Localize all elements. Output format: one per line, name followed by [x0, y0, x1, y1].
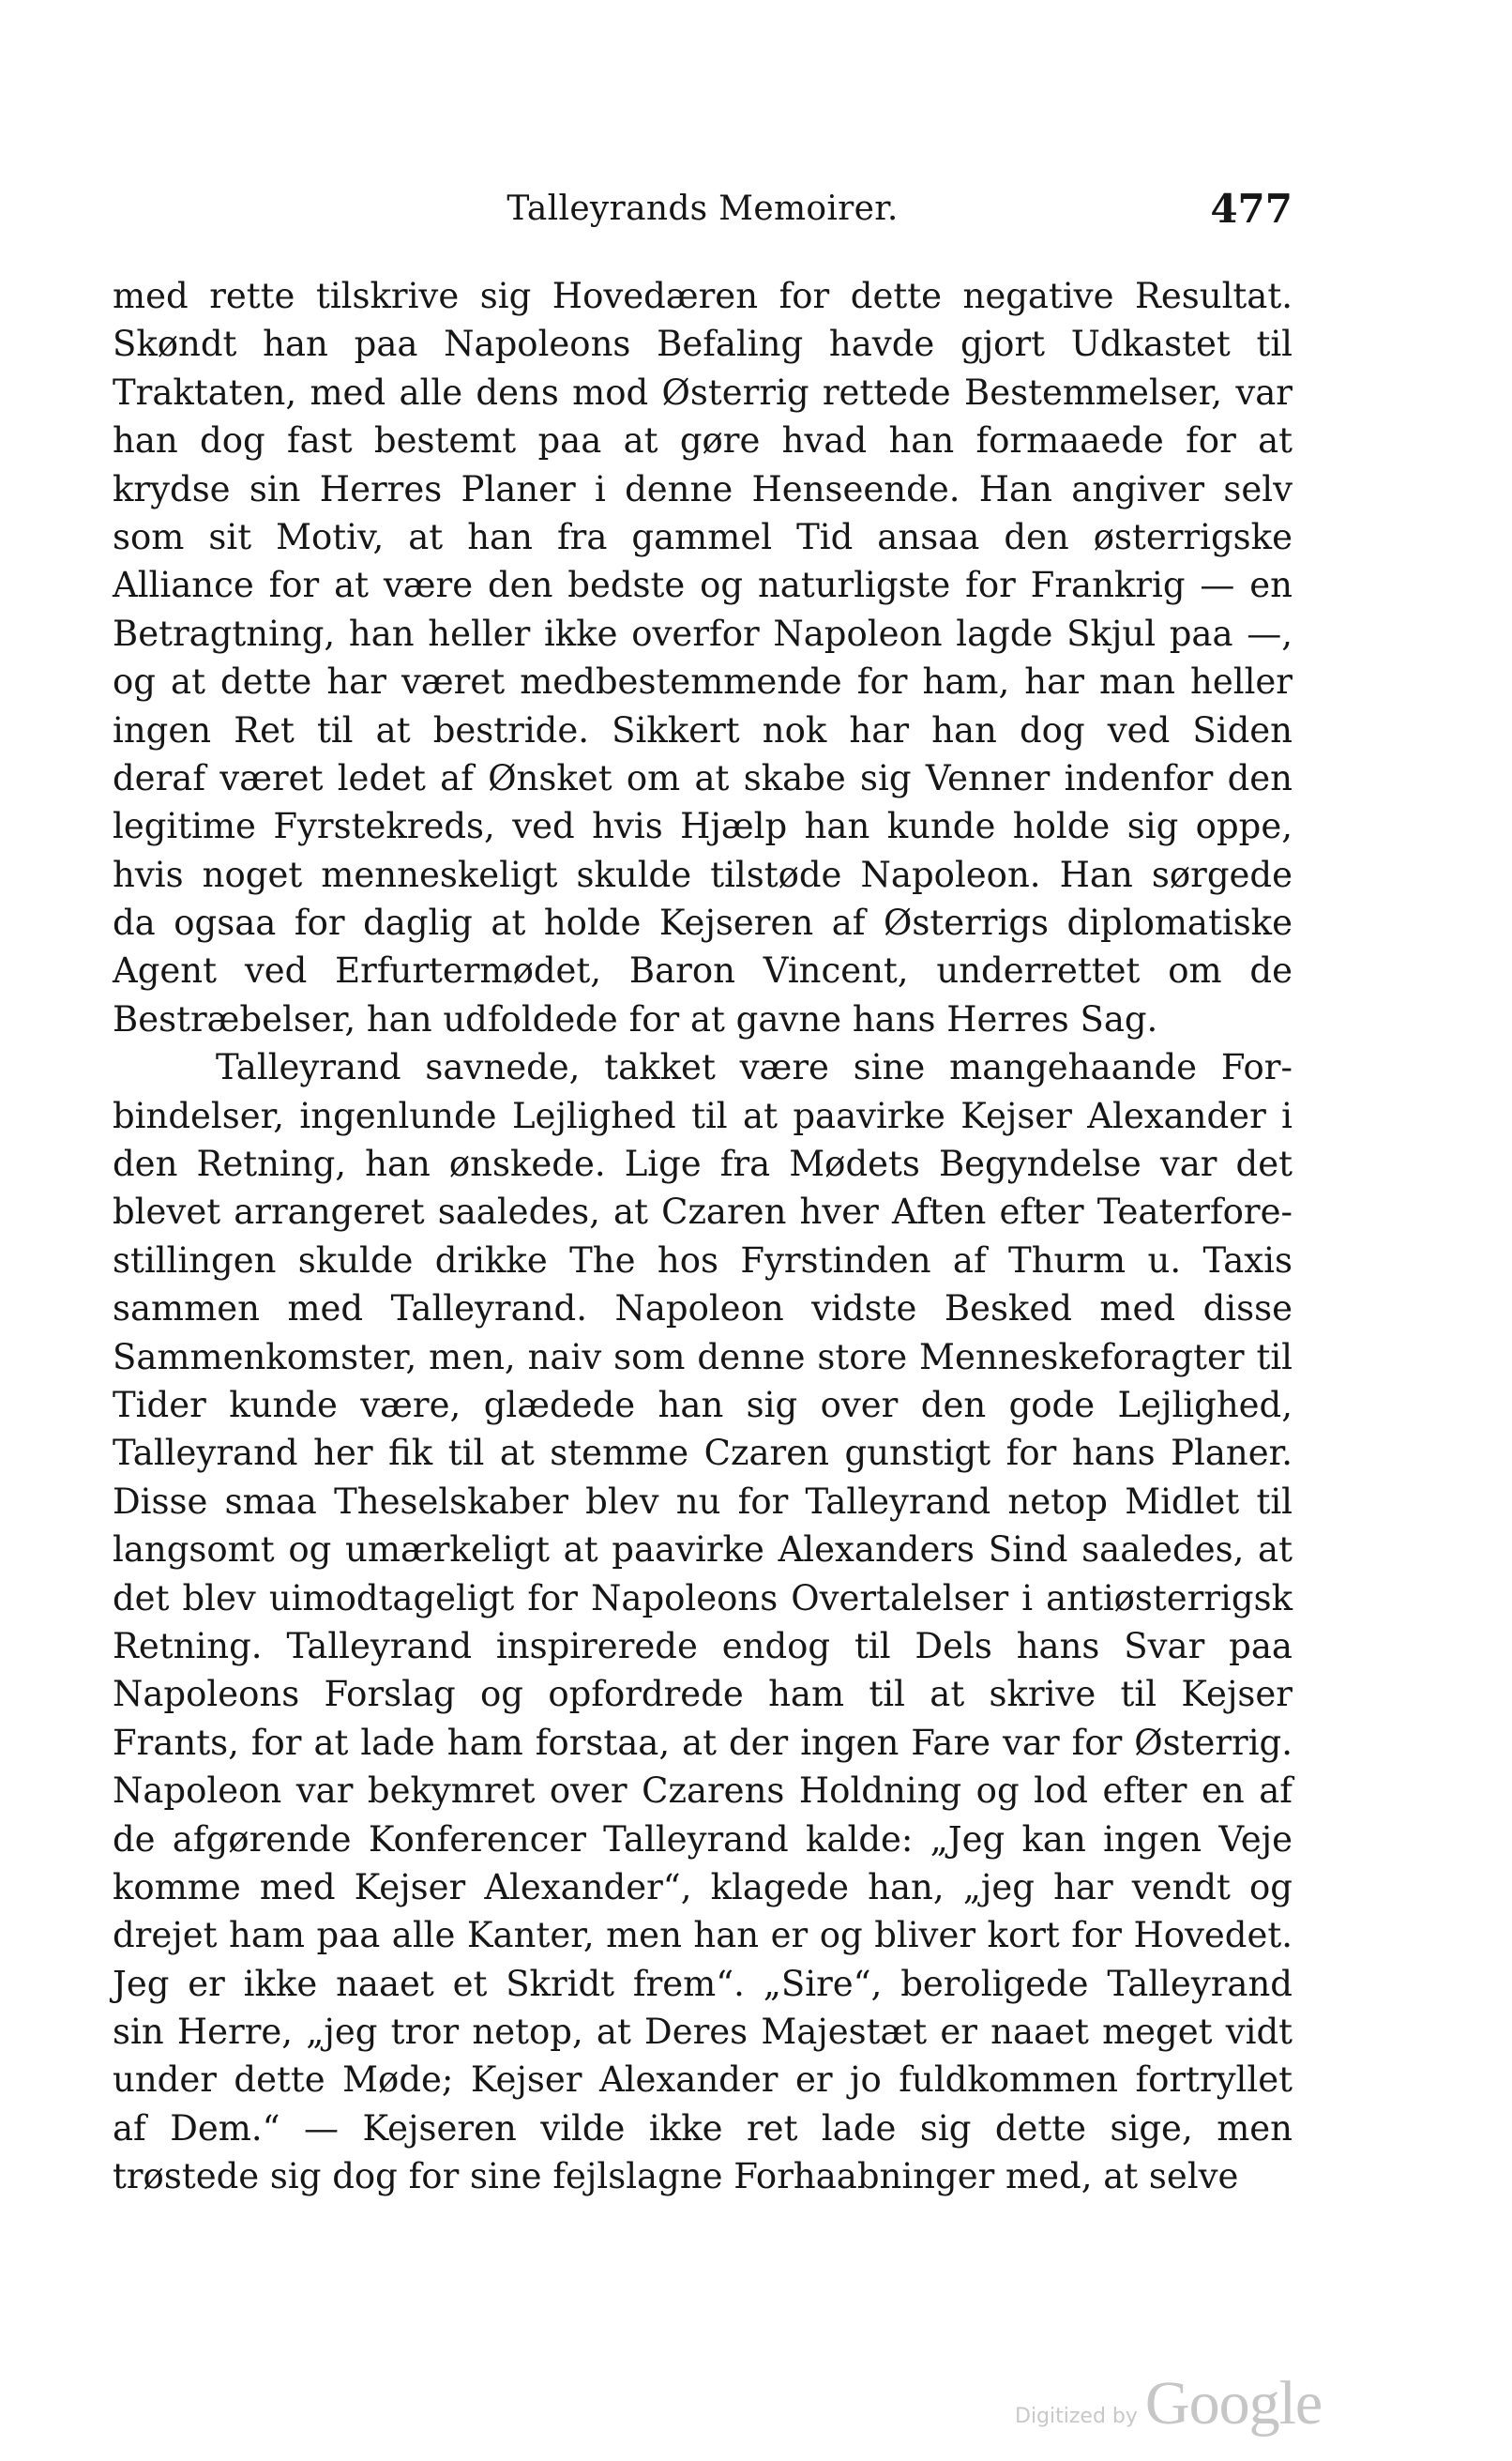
text-line: med rette tilskrive sig Hovedæren for dette negative Resultat.	[113, 276, 1293, 316]
text-line: bindelser, ingenlunde Lejlighed til at paavirke Kejser Alexander i	[113, 1095, 1293, 1136]
text-line: Napoleons Forslag og opfordrede ham til at skrive til Kejser	[113, 1674, 1293, 1715]
text-line: legitime Fyrstekreds, ved hvis Hjælp han kunde holde sig oppe,	[113, 806, 1293, 847]
text-line: Talleyrand her fik til at stemme Czaren gunstigt for hans Planer.	[113, 1433, 1293, 1474]
text-line: de afgørende Konferencer Talleyrand kalde: „Jeg kan ingen Veje	[113, 1818, 1293, 1860]
digitized-label: Digitized by	[1015, 2405, 1138, 2428]
text-line: af Dem.“ — Kejseren vilde ikke ret lade sig dette sige, men	[113, 2107, 1293, 2149]
text-line: langsomt og umærkeligt at paavirke Alexanders Sind saaledes, at	[113, 1529, 1293, 1571]
text-line: Alliance for at være den bedste og naturligste for Frankrig — en	[113, 565, 1293, 606]
text-line: sammen med Talleyrand. Napoleon vidste Besked med disse	[113, 1288, 1293, 1329]
text-line: Jeg er ikke naaet et Skridt frem“. „Sire“, beroligede Talleyrand	[113, 1963, 1293, 2004]
text-line: Betragtning, han heller ikke overfor Napoleon lagde Skjul paa —,	[113, 613, 1293, 654]
text-line: Traktaten, med alle dens mod Østerrig rettede Bestemmelser, var	[113, 372, 1293, 413]
text-line: Frants, for at lade ham forstaa, at der ingen Fare var for Østerrig.	[113, 1722, 1293, 1763]
text-line: under dette Møde; Kejser Alexander er jo fuldkommen fortryllet	[113, 2059, 1293, 2101]
text-line: Talleyrand savnede, takket være sine mangehaande For-	[216, 1047, 1293, 1088]
text-line: drejet ham paa alle Kanter, men han er og bliver kort for Hovedet.	[113, 1915, 1293, 1956]
text-line: sin Herre, „jeg tror netop, at Deres Majestæt er naaet meget vidt	[113, 2012, 1293, 2053]
text-line: krydse sin Herres Planer i denne Henseende. Han angiver selv	[113, 468, 1293, 509]
running-head	[113, 186, 1293, 242]
text-line: han dog fast bestemt paa at gøre hvad han formaaede for at	[113, 420, 1293, 462]
text-line: det blev uimodtageligt for Napoleons Overtalelser i antiøsterrigsk	[113, 1577, 1293, 1618]
text-line: blevet arrangeret saaledes, at Czaren hver Aften efter Teaterfore-	[113, 1192, 1293, 1233]
text-line: Napoleon var bekymret over Czarens Holdning og lod efter en af	[113, 1770, 1293, 1812]
digitized-by-watermark	[1015, 2364, 1322, 2439]
text-line: komme med Kejser Alexander“, klagede han, „jeg har vendt og	[113, 1866, 1293, 1907]
text-line: Skøndt han paa Napoleons Befaling havde gjort Udkastet til	[113, 324, 1293, 365]
text-line: den Retning, han ønskede. Lige fra Mødets Begyndelse var det	[113, 1144, 1293, 1185]
text-line: deraf været ledet af Ønsket om at skabe sig Venner indenfor den	[113, 757, 1293, 798]
body-text	[113, 272, 1293, 2201]
text-line: Retning. Talleyrand inspirerede endog til Dels hans Svar paa	[113, 1625, 1293, 1666]
text-line: Disse smaa Theselskaber blev nu for Talleyrand netop Midlet til	[113, 1481, 1293, 1522]
text-line: Tider kunde være, glædede han sig over den gode Lejlighed,	[113, 1384, 1293, 1425]
text-line: ingen Ret til at bestride. Sikkert nok har han dog ved Siden	[113, 709, 1293, 751]
text-line: Agent ved Erfurtermødet, Baron Vincent, underrettet om de	[113, 950, 1293, 992]
running-head-title: Talleyrands Memoirer.	[507, 190, 899, 228]
page-number: 477	[1210, 186, 1293, 232]
text-line: trøstede sig dog for sine fejlslagne Forhaabninger med, at selve	[113, 2156, 1239, 2197]
text-line: Sammenkomster, men, naiv som denne store Menneskeforagter til	[113, 1336, 1293, 1377]
google-logo: Google	[1144, 2369, 1323, 2438]
text-line: Bestræbelser, han udfoldede for at gavne hans Herres Sag.	[113, 998, 1158, 1040]
text-line: som sit Motiv, at han fra gammel Tid ansaa den østerrigske	[113, 516, 1293, 557]
text-line: og at dette har været medbestemmende for ham, har man heller	[113, 661, 1293, 703]
text-line: stillingen skulde drikke The hos Fyrstinden af Thurm u. Taxis	[113, 1239, 1293, 1281]
text-line: da ogsaa for daglig at holde Kejseren af Østerrigs diplomatiske	[113, 903, 1293, 944]
text-line: hvis noget menneskeligt skulde tilstøde Napoleon. Han sørgede	[113, 854, 1293, 895]
